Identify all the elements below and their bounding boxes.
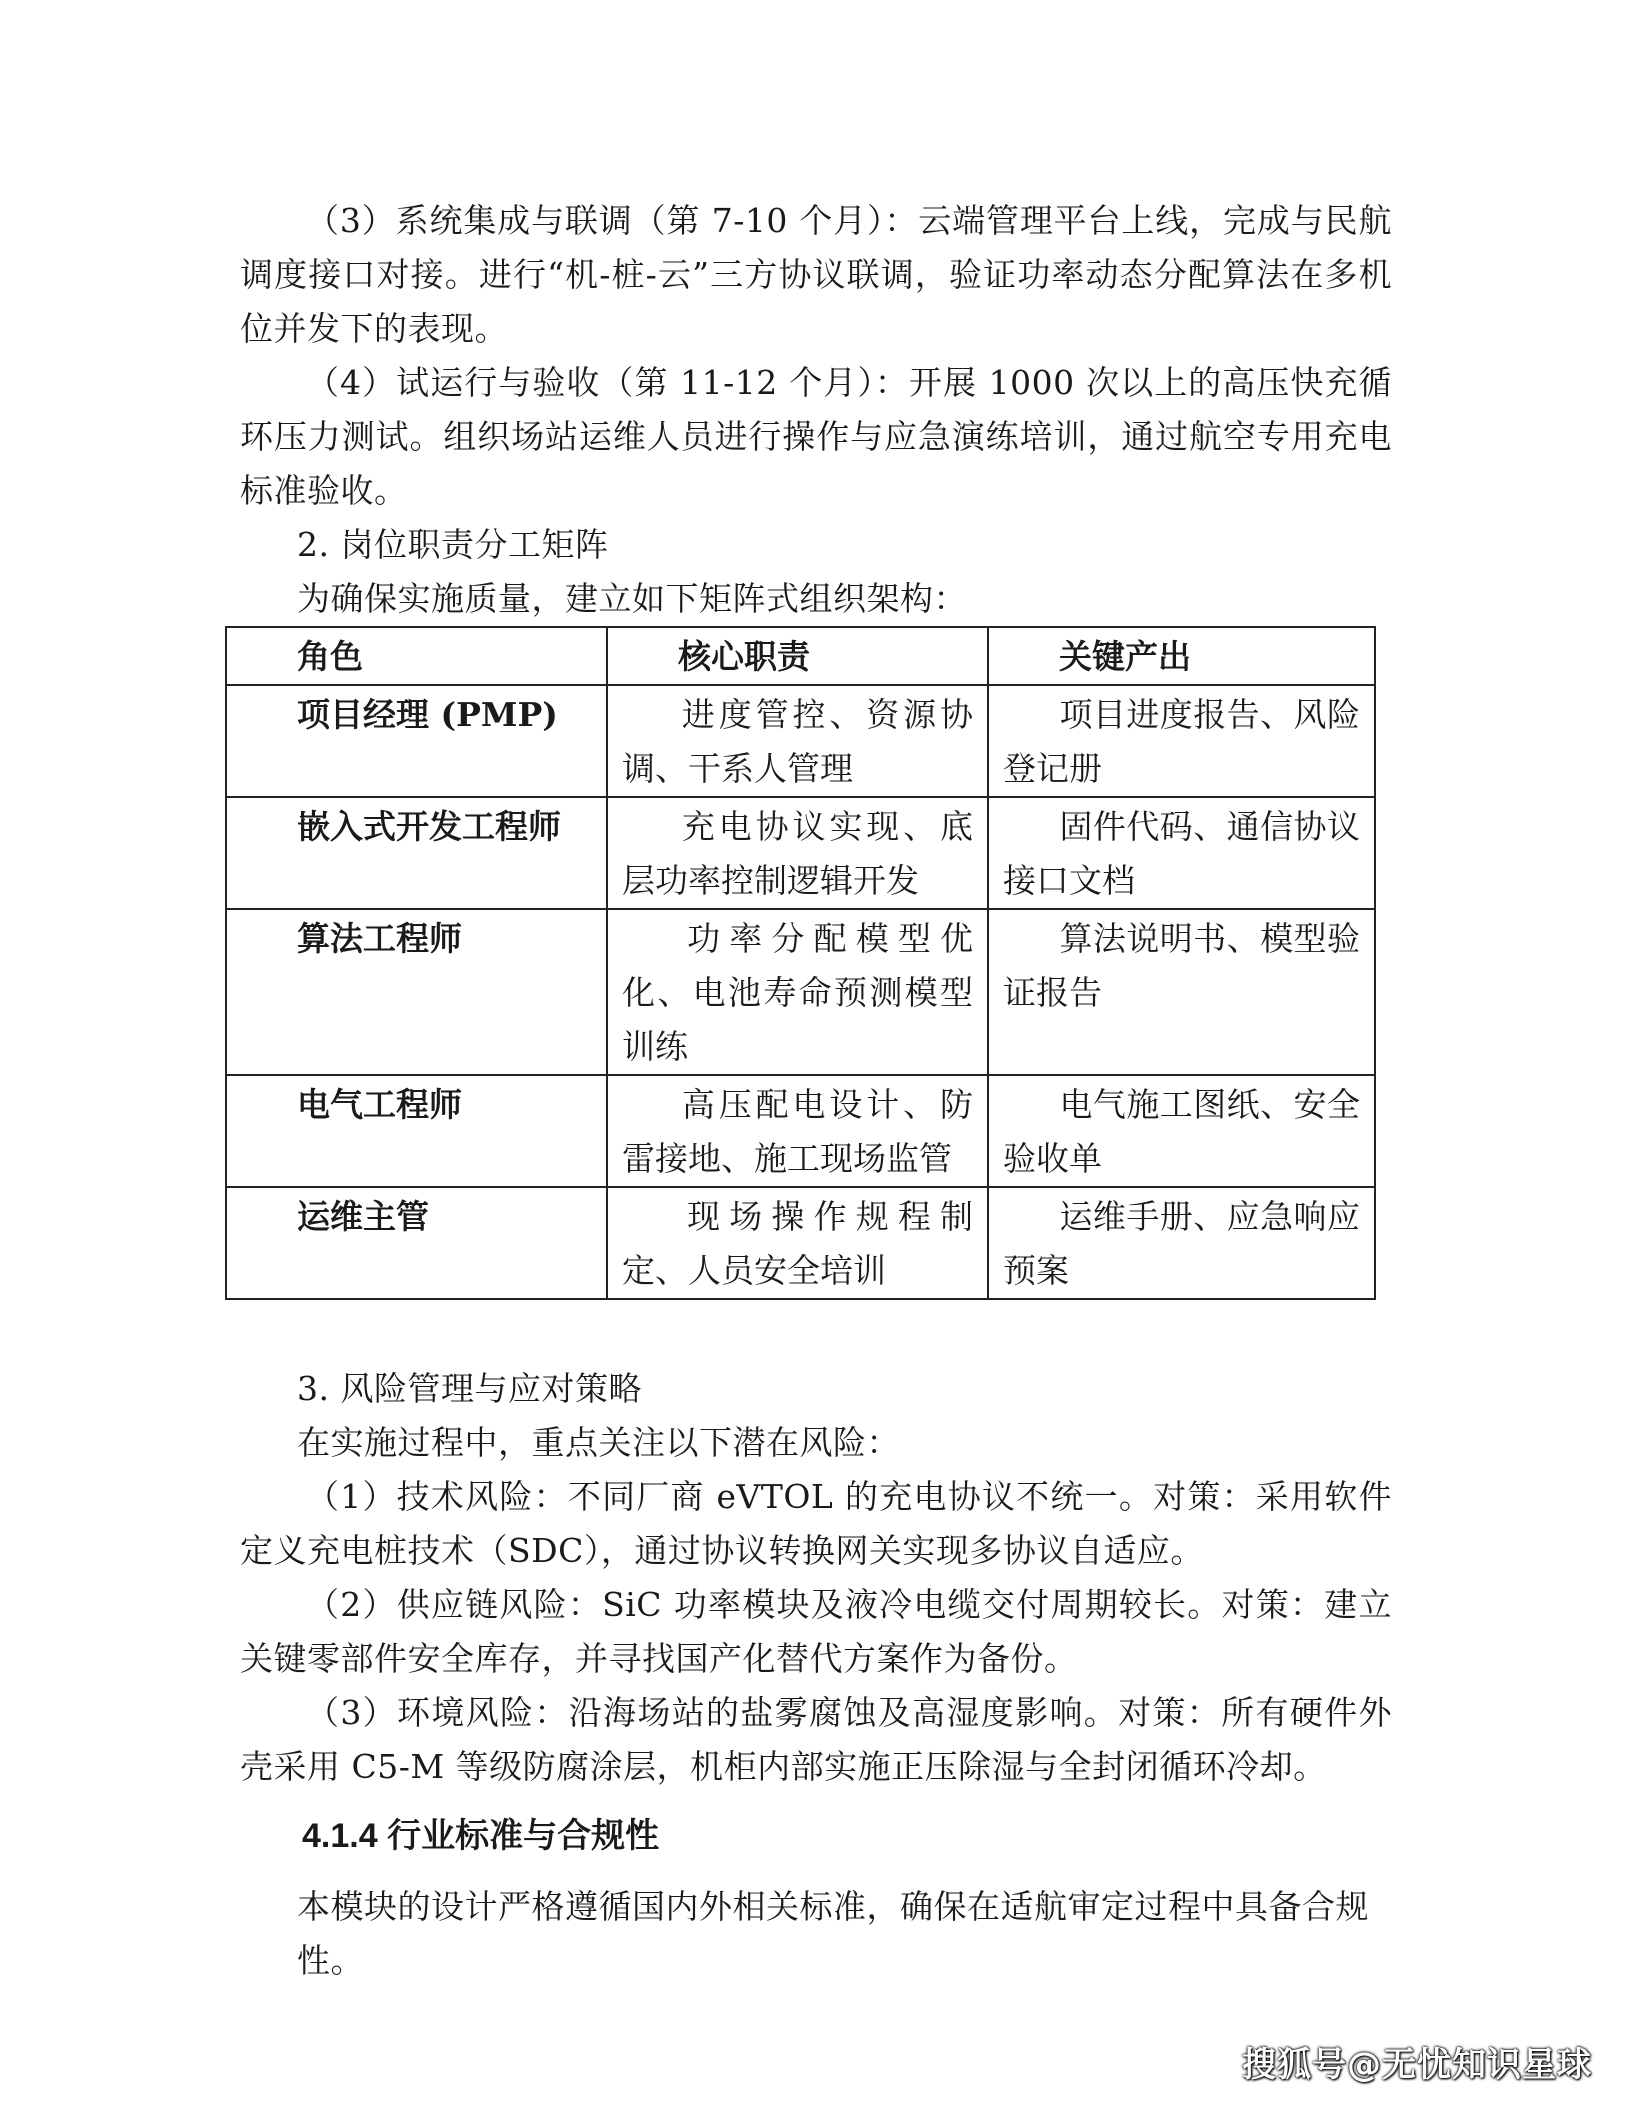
paragraph-phase-4: （4）试运行与验收（第 11-12 个月）：开展 1000 次以上的高压快充循环压力测试。组织场站运维人员进行操作与应急演练培训，通过航空专用充电标准验收。	[240, 363, 1392, 510]
responsibility-matrix-table	[225, 626, 1376, 1300]
cell-output: 运维手册、应急响应预案	[988, 1187, 1375, 1299]
cell-output: 算法说明书、模型验证报告	[988, 909, 1375, 1075]
cell-duty: 充电协议实现、底层功率控制逻辑开发	[607, 797, 988, 909]
cell-output: 项目进度报告、风险登记册	[988, 685, 1375, 797]
table-row	[226, 1187, 1375, 1299]
table-header-row	[226, 627, 1375, 685]
table-row	[226, 909, 1375, 1075]
risk-environment: （3）环境风险：沿海场站的盐雾腐蚀及高湿度影响。对策：所有硬件外壳采用 C5-M 等级防腐涂层，机柜内部实施正压除湿与全封闭循环冷却。	[240, 1693, 1392, 1786]
spacer	[240, 1300, 1392, 1362]
table-row	[226, 797, 1375, 909]
cell-role: 运维主管	[226, 1187, 607, 1299]
cell-duty: 高压配电设计、防雷接地、施工现场监管	[607, 1075, 988, 1187]
section-4-1-4-heading: 4.1.4 行业标准与合规性	[302, 1817, 660, 1855]
document-page	[240, 194, 1392, 1988]
header-output: 关键产出	[988, 627, 1375, 685]
table-row	[226, 1075, 1375, 1187]
cell-duty: 功率分配模型优化、电池寿命预测模型训练	[607, 909, 988, 1075]
table-row	[226, 685, 1375, 797]
cell-duty: 现场操作规程制定、人员安全培训	[607, 1187, 988, 1299]
section-3-title: 3. 风险管理与应对策略	[297, 1369, 642, 1408]
section-2-intro: 为确保实施质量，建立如下矩阵式组织架构：	[297, 579, 967, 618]
cell-role: 项目经理 (PMP)	[226, 685, 607, 797]
cell-duty: 进度管控、资源协调、干系人管理	[607, 685, 988, 797]
section-3-intro: 在实施过程中，重点关注以下潜在风险：	[297, 1423, 900, 1462]
cell-role: 嵌入式开发工程师	[226, 797, 607, 909]
risk-technical: （1）技术风险：不同厂商 eVTOL 的充电协议不统一。对策：采用软件定义充电桩技术（SDC），通过协议转换网关实现多协议自适应。	[240, 1477, 1392, 1570]
section-4-1-4-text: 本模块的设计严格遵循国内外相关标准，确保在适航审定过程中具备合规性。	[297, 1887, 1369, 1980]
risk-supply-chain: （2）供应链风险：SiC 功率模块及液冷电缆交付周期较长。对策：建立关键零部件安全库存，并寻找国产化替代方案作为备份。	[240, 1585, 1392, 1678]
paragraph-phase-3: （3）系统集成与联调（第 7-10 个月）：云端管理平台上线，完成与民航调度接口对接。进行“机-桩-云”三方协议联调，验证功率动态分配算法在多机位并发下的表现。	[240, 201, 1392, 348]
header-role: 角色	[226, 627, 607, 685]
cell-role: 电气工程师	[226, 1075, 607, 1187]
cell-role: 算法工程师	[226, 909, 607, 1075]
section-2-title: 2. 岗位职责分工矩阵	[297, 525, 609, 564]
cell-output: 电气施工图纸、安全验收单	[988, 1075, 1375, 1187]
cell-output: 固件代码、通信协议接口文档	[988, 797, 1375, 909]
sohu-watermark: 搜狐号@无忧知识星球	[1242, 2045, 1592, 2085]
header-duty: 核心职责	[607, 627, 988, 685]
